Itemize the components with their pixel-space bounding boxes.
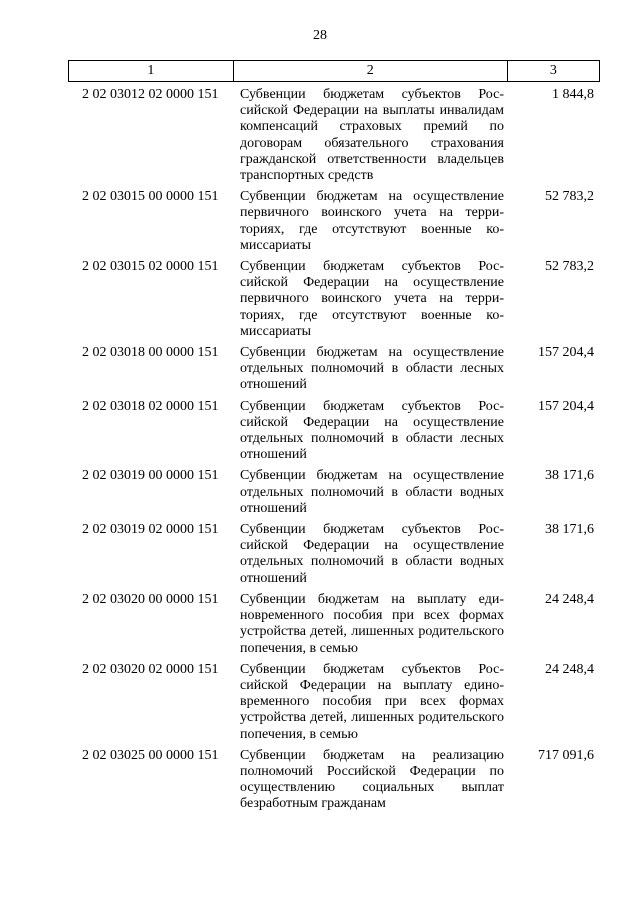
row-description: Субвенции бюджетам субъектов Российской Федерации на выплату единовременного пособия при всех формах устройства детей, лишенных родительского попечения, в семью: [240, 661, 504, 742]
table-row: [68, 468, 600, 517]
table-row: [68, 345, 600, 394]
table-row: [68, 592, 600, 657]
row-description: Субвенции бюджетам на выплату единовременного пособия при всех формах устройства детей, лишенных родительского попечения, в семью: [240, 591, 504, 656]
row-code: 2 02 03025 00 0000 151: [82, 747, 219, 763]
table-row: [68, 259, 600, 340]
row-description: Субвенции бюджетам на осуществление отдельных полномочий в области лесных отношений: [240, 345, 504, 393]
row-amount: 24 248,4: [545, 661, 594, 677]
header-col-1: 1: [147, 63, 155, 78]
row-code: 2 02 03018 00 0000 151: [82, 345, 219, 361]
row-amount: 52 783,2: [545, 189, 594, 205]
table-row: [68, 662, 600, 743]
row-amount: 1 844,8: [552, 87, 594, 102]
row-description: Субвенции бюджетам субъектов Российской Федерации на осуществление отдельных полномочий в области лесных отношений: [240, 398, 504, 463]
row-description: Субвенции бюджетам субъектов Российской Федерации на осуществление первичного воинского учета на территориях, где отсутствуют военные комиссариаты: [240, 259, 504, 339]
row-description: Субвенции бюджетам субъектов Российской Федерации на осуществление отдельных полномочий в области водных отношений: [240, 522, 504, 586]
table-row: [68, 87, 600, 184]
row-amount: 157 204,4: [538, 398, 594, 414]
table-header: [68, 60, 600, 82]
table-row: [68, 522, 600, 587]
row-code: 2 02 03012 02 0000 151: [82, 87, 219, 102]
row-code: 2 02 03019 02 0000 151: [82, 522, 219, 538]
row-amount: 717 091,6: [538, 747, 594, 763]
header-col-2: 2: [233, 61, 507, 81]
row-amount: 38 171,6: [545, 468, 594, 484]
page-number: 28: [313, 28, 327, 43]
row-description: Субвенции бюджетам субъектов Российской Федерации на выплаты инвалидам компенсаций страховых премий по договорам обязательного страхования гражданской ответственности владельцев транспортных средств: [240, 87, 504, 184]
header-col-3: 3: [507, 61, 599, 81]
row-code: 2 02 03015 02 0000 151: [82, 259, 219, 275]
row-amount: 38 171,6: [545, 522, 594, 538]
table-row: [68, 399, 600, 464]
table-row: [68, 189, 600, 254]
row-code: 2 02 03019 00 0000 151: [82, 468, 219, 484]
row-code: 2 02 03020 00 0000 151: [82, 591, 219, 607]
row-amount: 157 204,4: [538, 345, 594, 361]
row-description: Субвенции бюджетам на осуществление отдельных полномочий в области водных отношений: [240, 468, 504, 516]
budget-table: [68, 60, 600, 813]
row-amount: 24 248,4: [545, 591, 594, 607]
row-description: Субвенции бюджетам на реализацию полномочий Российской Федерации по осуществлению социальных выплат безработным гражданам: [240, 747, 504, 812]
row-code: 2 02 03020 02 0000 151: [82, 661, 219, 677]
row-code: 2 02 03018 02 0000 151: [82, 398, 219, 414]
row-description: Субвенции бюджетам на осуществление первичного воинского учета на территориях, где отсутствуют военные комиссариаты: [240, 189, 504, 253]
table-row: [68, 748, 600, 813]
row-amount: 52 783,2: [545, 259, 594, 275]
row-code: 2 02 03015 00 0000 151: [82, 189, 219, 205]
